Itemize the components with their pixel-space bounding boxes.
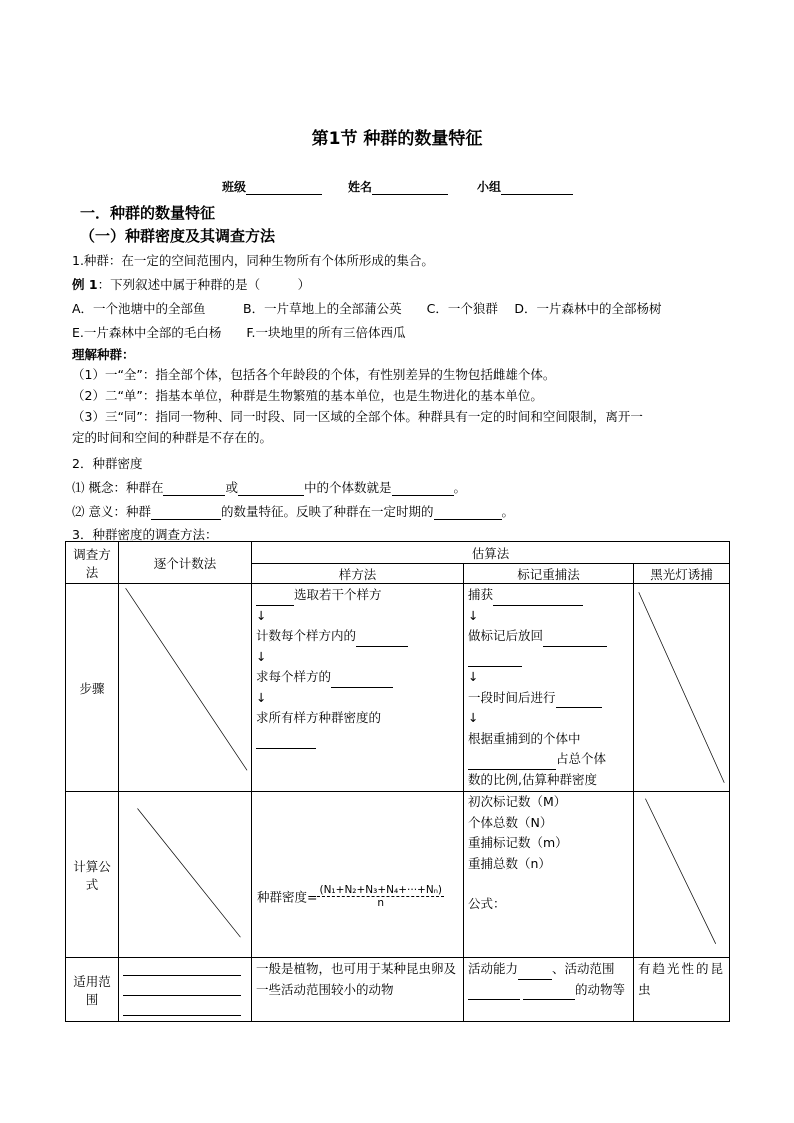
concept-blank-2[interactable] [238,482,304,496]
example-text: ：下列叙述中属于种群的是（ ） [97,277,311,292]
formula-quadrat-cell [252,792,464,958]
scope-blank-2[interactable] [123,982,241,996]
definition-line: 1.种群：在一定的空间范围内，同种生物所有个体所形成的集合。 [72,253,434,268]
quadrat-blank-3[interactable] [331,674,393,688]
survey-methods-table [65,541,730,1022]
header-method: 调查方法 [66,542,119,584]
example-label: 例 1 [72,277,98,292]
header-light: 黑光灯诱捕 [634,564,730,584]
formula-mark-cell: 初次标记数（M） 个体总数（N） 重捕标记数（m） 重捕总数（n） 公式： [464,792,634,958]
scope-mark-blank-3[interactable] [523,986,575,1000]
scope-blank-1[interactable] [123,962,241,976]
group-field [477,178,573,195]
header-quadrat: 样方法 [252,564,464,584]
class-label: 班级 [222,180,247,194]
meaning-text-1: ⑵ 意义：种群 [72,504,151,519]
section-heading: 一．种群的数量特征 [80,204,216,222]
concept-text-2: 或 [225,480,238,495]
concept-text-3: 中的个体数就是 [304,480,392,495]
header-estimate: 估算法 [252,542,730,564]
name-field [348,178,448,195]
meaning-text-2: 的数量特征。反映了种群在一定时期的 [220,504,434,519]
formula-denominator: n [377,897,385,909]
meaning-text-3: 。 [501,504,515,519]
formula-count-cell [119,792,252,958]
scope-mark-blank-2[interactable] [468,986,520,1000]
mark-blank-1[interactable] [493,592,583,606]
quadrat-blank-1[interactable] [256,592,294,606]
density-heading: 2．种群密度 [72,456,143,471]
example-line [72,275,310,293]
options-line-2: E.一片森林中全部的毛白杨 F.一块地里的所有三倍体西瓜 [72,325,406,340]
page-title: 第1节 种群的数量特征 [311,129,483,149]
understand-heading: 理解种群： [72,347,135,362]
mark-blank-4[interactable] [556,694,602,708]
options-line-1: A．一个池塘中的全部鱼 B．一片草地上的全部蒲公英 C．一个狼群 D．一片森林中的全部杨树 [72,301,662,316]
methods-heading: 3．种群密度的调查方法： [72,527,218,542]
concept-line [72,478,466,496]
group-blank[interactable] [501,182,573,195]
formula-numerator: (N₁+N₂+N₃+N₄+···+Nₙ) [319,884,442,896]
steps-quadrat-cell: 选取若干个样方 ↓ 计数每个样方内的 ↓ 求每个样方的 ↓ 求所有样方种群密度的 [252,584,464,792]
concept-text-1: ⑴ 概念：种群在 [72,480,164,495]
scope-light-cell: 有趋光性的昆虫 [634,958,730,1022]
class-blank[interactable] [246,182,322,195]
meaning-line [72,502,514,520]
subsection-heading: （一）种群密度及其调查方法 [80,227,276,245]
understand-item-1: （1）一“全”：指全部个体，包括各个年龄段的个体，有性别差异的生物包括雌雄个体。 [72,367,556,382]
formula-light-cell [634,792,730,958]
scope-count-cell [119,958,252,1022]
row-label-steps: 步骤 [66,584,119,792]
concept-blank-3[interactable] [392,482,454,496]
scope-mark-blank-1[interactable] [518,966,552,980]
diagonal-line [634,792,729,957]
mark-blank-2[interactable] [543,633,607,647]
diagonal-line [119,792,251,957]
group-label: 小组 [477,180,502,194]
steps-light-cell [634,584,730,792]
row-label-formula: 计算公式 [66,792,119,958]
scope-blank-3[interactable] [123,1002,241,1016]
scope-quadrat-cell: 一般是植物，也可用于某种昆虫卵及一些活动范围较小的动物 [252,958,464,1022]
quadrat-blank-2[interactable] [356,633,408,647]
scope-mark-cell: 活动能力 、活动范围 的动物等 [464,958,634,1022]
density-formula: 种群密度= $\frac{\text{(N₁+N₂+N₃+N₄+···+Nₙ)}}{n}$ [257,884,442,909]
mark-blank-5[interactable] [468,756,556,770]
mark-blank-3[interactable] [468,653,522,667]
steps-mark-cell: 捕获 ↓ 做标记后放回 ↓ 一段时间后进行 ↓ 根据重捕到的个体中 占总个体 数的比例,估算种群密度 [464,584,634,792]
name-label: 姓名 [348,180,373,194]
row-label-scope: 适用范围 [66,958,119,1022]
diagonal-line [119,584,251,791]
header-count: 逐个计数法 [119,542,252,584]
diagonal-line [634,584,729,791]
concept-blank-1[interactable] [163,482,225,496]
concept-text-4: 。 [453,480,467,495]
steps-count-cell [119,584,252,792]
name-blank[interactable] [372,182,448,195]
understand-item-3a: （3）三“同”：指同一物种、同一时段、同一区域的全部个体。种群具有一定的时间和空间限制，离开一 [72,409,643,424]
quadrat-blank-4[interactable] [256,735,316,749]
meaning-blank-1[interactable] [151,506,221,520]
meaning-blank-2[interactable] [434,506,502,520]
understand-item-2: （2）二“单”：指基本单位，种群是生物繁殖的基本单位，也是生物进化的基本单位。 [72,388,543,403]
understand-item-3b: 定的时间和空间的种群是不存在的。 [72,430,273,445]
header-mark: 标记重捕法 [464,564,634,584]
class-field [222,178,322,195]
